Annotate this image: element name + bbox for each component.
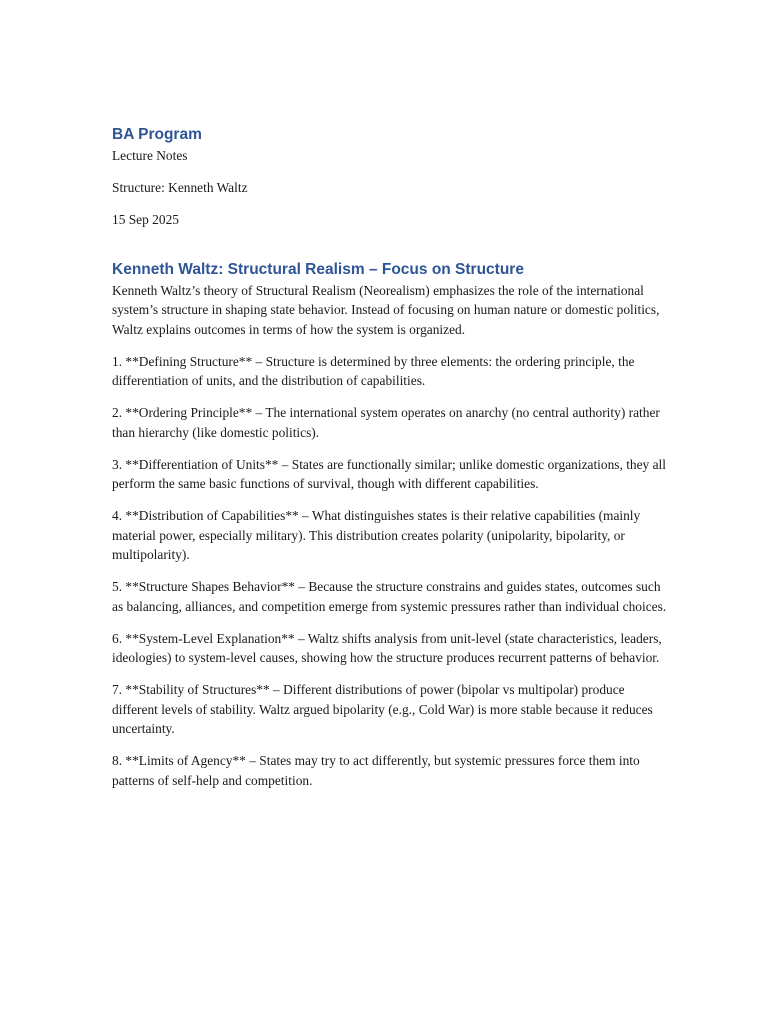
list-item: 2. **Ordering Principle** – The international system operates on anarchy (no central authority) rather than hierarchy (like domestic politics). [112, 405, 660, 440]
doc-type: Lecture Notes [112, 148, 188, 163]
date: 15 Sep 2025 [112, 212, 179, 227]
program-heading: BA Program [112, 126, 202, 143]
list-item: 6. **System-Level Explanation** – Waltz shifts analysis from unit-level (state characteristics, leaders, ideologies) to system-level causes, showing how the structure produces recurrent patterns of behavior. [112, 630, 662, 665]
list-item: 1. **Defining Structure** – Structure is determined by three elements: the ordering principle, the differentiation of units, and the distribution of capabilities. [112, 353, 635, 388]
list-item: 7. **Stability of Structures** – Different distributions of power (bipolar vs multipolar) produce different levels of stability. Waltz argued bipolarity (e.g., Cold War) is more stable because it reduces uncertainty. [112, 682, 653, 736]
intro-paragraph: Kenneth Waltz’s theory of Structural Realism (Neorealism) emphasizes the role of the international system’s structure in shaping state behavior. Instead of focusing on human nature or domestic politics, Waltz explains outcomes in terms of how the system is organized. [112, 282, 660, 337]
list-item: 5. **Structure Shapes Behavior** – Because the structure constrains and guides states, outcomes such as balancing, alliances, and competition emerge from systemic pressures rather than individual choices. [112, 579, 667, 614]
list-item: 8. **Limits of Agency** – States may try to act differently, but systemic pressures force them into patterns of self-help and competition. [112, 753, 640, 788]
structure-line: Structure: Kenneth Waltz [112, 180, 248, 195]
list-item: 3. **Differentiation of Units** – States are functionally similar; unlike domestic organizations, they all perform the same basic functions of survival, though with different capabilities. [112, 456, 666, 491]
section-title: Kenneth Waltz: Structural Realism – Focus on Structure [112, 260, 524, 278]
list-item: 4. **Distribution of Capabilities** – What distinguishes states is their relative capabilities (mainly material power, especially military). This distribution creates polarity (unipolarity, bipolarity, or multipolarity). [112, 508, 641, 562]
